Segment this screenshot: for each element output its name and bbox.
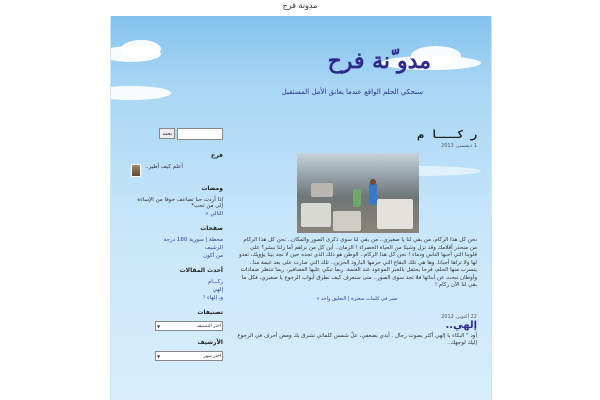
recent-posts-widget bbox=[131, 267, 223, 301]
post bbox=[237, 128, 477, 302]
post-body: أود " البكاء يا إلهي أكثر بصوت رجال . أبدي بضعفي، علّ شمس كلماتي تشرق بك ومض أحرف في الرجوع إليك لوجهك.. bbox=[237, 332, 477, 346]
page-link[interactable]: الرشيف bbox=[204, 245, 223, 251]
profile-card bbox=[131, 164, 223, 177]
rubble-shape bbox=[377, 199, 413, 229]
child-head bbox=[370, 179, 376, 185]
categories-heading: تصنيفات bbox=[197, 309, 223, 316]
chevron-down-icon: ▼ bbox=[157, 353, 161, 359]
archive-widget bbox=[131, 339, 223, 361]
rubble-shape bbox=[301, 203, 331, 227]
categories-select[interactable] bbox=[155, 321, 223, 331]
post-title[interactable]: إلهي.. bbox=[445, 319, 477, 331]
profile-text: أعلم كيف أطير.. bbox=[145, 164, 183, 170]
post bbox=[237, 314, 477, 347]
profile-widget bbox=[131, 152, 223, 177]
sidebar bbox=[131, 128, 223, 369]
post-title[interactable]: ر كـــا م bbox=[417, 128, 477, 141]
post-image-rubble bbox=[297, 153, 419, 233]
categories-widget bbox=[131, 309, 223, 331]
rubble-shape bbox=[311, 183, 333, 197]
categories-selected: اختر التصنيف bbox=[196, 323, 221, 329]
blog-description: سنحكي الحلم الواقع عندما يعانق الأمل المستقبل bbox=[281, 88, 423, 96]
search-input[interactable] bbox=[177, 128, 223, 140]
post-date: 22 أكتوبر، 2012 bbox=[441, 313, 477, 320]
post-footer-links[interactable]: نشر في كلمات مبعثرة | التعليق واحد » bbox=[316, 295, 398, 302]
archive-selected: اختر شهر bbox=[203, 353, 221, 359]
search-button[interactable]: بحث bbox=[159, 128, 175, 139]
page-top-title: مدونة فرح bbox=[282, 1, 318, 10]
search-form bbox=[131, 128, 223, 140]
blog-header bbox=[111, 16, 491, 126]
archive-select[interactable] bbox=[155, 351, 223, 361]
blog-title[interactable]: مدو ّنة فرح bbox=[327, 48, 431, 74]
post-date: 1 ديسمبر، 2013 bbox=[441, 143, 477, 149]
page-link[interactable]: محطة | سورية 180 درجة bbox=[163, 237, 223, 243]
child-figure bbox=[353, 189, 361, 207]
window-title-bar bbox=[0, 0, 600, 16]
post-body: نحن كل هذا الركام، من بقي لنا يا صغيري.. من بقي لنا سوى ذكرى الصور والمكان.. نحن كل هذا الركام من منحدر أقلامك وقد نزل وشيئا من الحياة الخضراء ! الزمان.. أين كل من نزاهم أما زلنا نبشر؟ على قلوبنا التي أحبها الناس ودماء ! نحن كل هذا الركام.. الوطن هو ذلك الذي تجده حين لا تجد بيتا يؤويك، تعدو لها ولا تراها أحيانا. وها هي تلك البقاع التي حرمها البارود الحزين.. تلك التي صارت على بعد غيمة منا.. يتسرب منها الحلم، فرحا يحتفل بالخبز الموعود عند العتمة. ربما تبكي عليها العصافير، ربما تنتظر ضمادات وأوطان تبحث عن أبنائها فلا تجد سوى الصور.. متى سنعرف كيف نطرق أبواب الرجوع يا صغيري، فكل ما بقي لنا الآن ركام ! bbox=[239, 237, 477, 288]
pages-heading: صفحات bbox=[200, 225, 223, 232]
child-figure bbox=[369, 183, 377, 205]
recent-post-link[interactable]: ركـــام bbox=[207, 279, 223, 285]
about-widget bbox=[131, 185, 223, 217]
about-heading: ومضات bbox=[201, 185, 223, 192]
page-link[interactable]: من أكون bbox=[203, 253, 223, 259]
recent-posts-heading: أحدث المقالات bbox=[179, 267, 223, 274]
about-text: إذا أردت حبا تضاعف خوفا من الإساءة إلى من تحب* bbox=[137, 197, 223, 209]
chevron-down-icon: ▼ bbox=[157, 323, 161, 329]
about-more-link[interactable]: التالي » bbox=[205, 211, 223, 217]
pages-widget bbox=[131, 225, 223, 259]
avatar[interactable] bbox=[131, 164, 141, 177]
profile-heading: فرح bbox=[211, 152, 223, 159]
recent-post-link[interactable]: إلهي bbox=[212, 287, 223, 293]
blog-frame bbox=[110, 16, 492, 400]
main-content bbox=[237, 128, 477, 347]
recent-post-link[interactable]: وـ إلهاء ! bbox=[203, 295, 223, 301]
rubble-shape bbox=[333, 211, 361, 231]
archive-heading: الأرشيف bbox=[197, 339, 223, 346]
